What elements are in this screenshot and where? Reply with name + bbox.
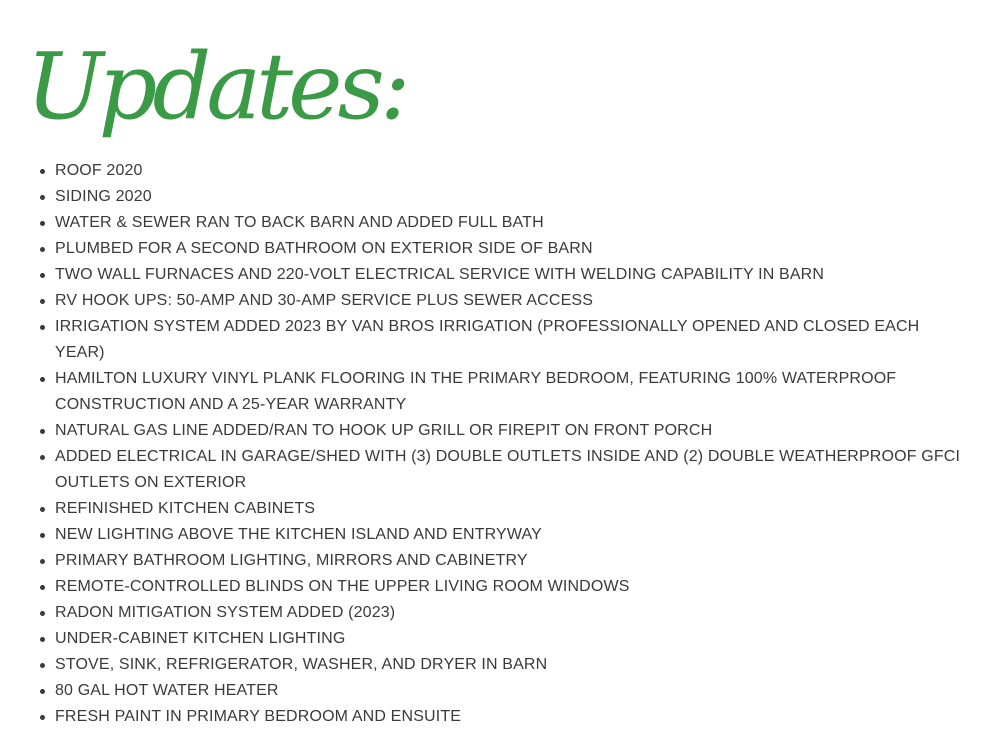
bullet-icon (40, 169, 45, 174)
list-item (33, 626, 963, 652)
bullet-icon (40, 455, 45, 460)
bullet-icon (40, 325, 45, 330)
list-item-text: FRESH PAINT IN PRIMARY BEDROOM AND ENSUITE (55, 708, 462, 725)
list-item (33, 210, 963, 236)
list-item-text: RV HOOK UPS: 50-AMP AND 30-AMP SERVICE PLUS SEWER ACCESS (55, 292, 594, 309)
bullet-icon (40, 559, 45, 564)
bullet-icon (40, 247, 45, 252)
list-item-text: SIDING 2020 (55, 188, 152, 205)
bullet-icon (40, 715, 45, 720)
list-item-text: UNDER-CABINET KITCHEN LIGHTING (55, 630, 346, 647)
list-item (33, 652, 963, 678)
bullet-icon (40, 273, 45, 278)
list-item (33, 704, 963, 730)
updates-script-title (26, 18, 406, 148)
list-item (33, 366, 963, 418)
list-item-text: RADON MITIGATION SYSTEM ADDED (2023) (55, 604, 396, 621)
list-item-text: REFINISHED KITCHEN CABINETS (55, 500, 316, 517)
list-item (33, 444, 963, 496)
bullet-icon (40, 611, 45, 616)
bullet-icon (40, 507, 45, 512)
list-item-text: PRIMARY BATHROOM LIGHTING, MIRRORS AND CABINETRY (55, 552, 528, 569)
list-item-text: 80 GAL HOT WATER HEATER (55, 682, 279, 699)
bullet-icon (40, 429, 45, 434)
list-item (33, 418, 963, 444)
list-item-text: ROOF 2020 (55, 162, 143, 179)
list-item-text: IRRIGATION SYSTEM ADDED 2023 BY VAN BROS IRRIGATION (PROFESSIONALLY OPENED AND CLOSED EACH YEAR) (55, 318, 920, 361)
list-item (33, 548, 963, 574)
list-item-text: WATER & SEWER RAN TO BACK BARN AND ADDED FULL BATH (55, 214, 544, 231)
page-title (26, 18, 406, 148)
list-item (33, 600, 963, 626)
list-item-text: HAMILTON LUXURY VINYL PLANK FLOORING IN THE PRIMARY BEDROOM, FEATURING 100% WATERPROOF CONSTRUCTION AND A 25-YEAR WARRANTY (55, 370, 897, 413)
list-item (33, 236, 963, 262)
page-title-text: Updates: (26, 33, 406, 140)
list-item (33, 158, 963, 184)
list-item-text: STOVE, SINK, REFRIGERATOR, WASHER, AND DRYER IN BARN (55, 656, 548, 673)
updates-list (33, 158, 963, 730)
list-item-text: NATURAL GAS LINE ADDED/RAN TO HOOK UP GRILL OR FIREPIT ON FRONT PORCH (55, 422, 713, 439)
list-item-text: ADDED ELECTRICAL IN GARAGE/SHED WITH (3) DOUBLE OUTLETS INSIDE AND (2) DOUBLE WEATHERPROOF GFCI OUTLETS ON EXTERIOR (55, 448, 961, 491)
list-item (33, 314, 963, 366)
list-item (33, 574, 963, 600)
list-item (33, 678, 963, 704)
list-item-text: PLUMBED FOR A SECOND BATHROOM ON EXTERIOR SIDE OF BARN (55, 240, 593, 257)
list-item (33, 262, 963, 288)
list-item (33, 184, 963, 210)
list-item-text: TWO WALL FURNACES AND 220-VOLT ELECTRICAL SERVICE WITH WELDING CAPABILITY IN BARN (55, 266, 825, 283)
bullet-icon (40, 221, 45, 226)
bullet-icon (40, 585, 45, 590)
list-item-text: NEW LIGHTING ABOVE THE KITCHEN ISLAND AND ENTRYWAY (55, 526, 542, 543)
bullet-icon (40, 689, 45, 694)
list-item (33, 496, 963, 522)
bullet-icon (40, 533, 45, 538)
list-item (33, 522, 963, 548)
bullet-icon (40, 377, 45, 382)
bullet-icon (40, 637, 45, 642)
bullet-icon (40, 299, 45, 304)
list-item-text: REMOTE-CONTROLLED BLINDS ON THE UPPER LIVING ROOM WINDOWS (55, 578, 630, 595)
bullet-icon (40, 195, 45, 200)
bullet-icon (40, 663, 45, 668)
list-item (33, 288, 963, 314)
